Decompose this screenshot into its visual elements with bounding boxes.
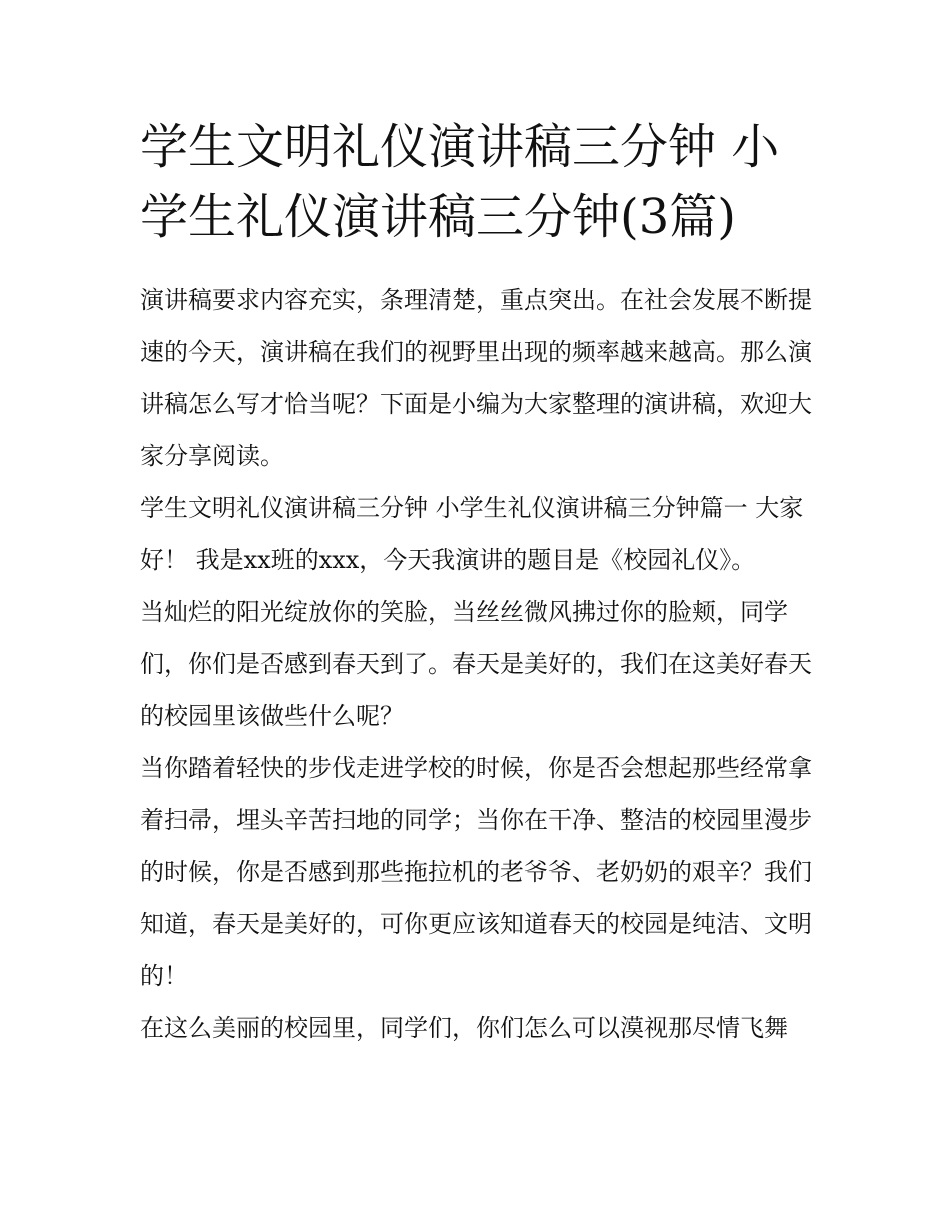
paragraph-spring: 当灿烂的阳光绽放你的笑脸，当丝丝微风拂过你的脸颊，同学们，你们是否感到春天到了。春天是美好的，我们在这美好春天的校园里该做些什么呢？ xyxy=(140,598,812,730)
paragraph-greeting: 学生文明礼仪演讲稿三分钟 小学生礼仪演讲稿三分钟篇一 大家好！ 我是xx班的xxx，今天我演讲的题目是《校园礼仪》。 xyxy=(140,494,804,574)
paragraph-intro: 演讲稿要求内容充实，条理清楚，重点突出。在社会发展不断提速的今天，演讲稿在我们的视野里出现的频率越来越高。那么演讲稿怎么写才恰当呢？下面是小编为大家整理的演讲稿，欢迎大家分享阅读。 xyxy=(140,286,812,470)
paragraph-campus: 当你踏着轻快的步伐走进学校的时候，你是否会想起那些经常拿着扫帚，埋头辛苦扫地的同学；当你在干净、整洁的校园里漫步的时候，你是否感到那些拖拉机的老爷爷、老奶奶的艰辛？我们知道，春天是美好的，可你更应该知道春天的校园是纯洁、文明的！ xyxy=(140,754,812,990)
paragraph-closing: 在这么美丽的校园里，同学们，你们怎么可以漠视那尽情飞舞 xyxy=(140,1014,788,1042)
document-page xyxy=(140,112,812,1054)
document-title: 学生文明礼仪演讲稿三分钟 小学生礼仪演讲稿三分钟(3篇) xyxy=(140,119,780,245)
